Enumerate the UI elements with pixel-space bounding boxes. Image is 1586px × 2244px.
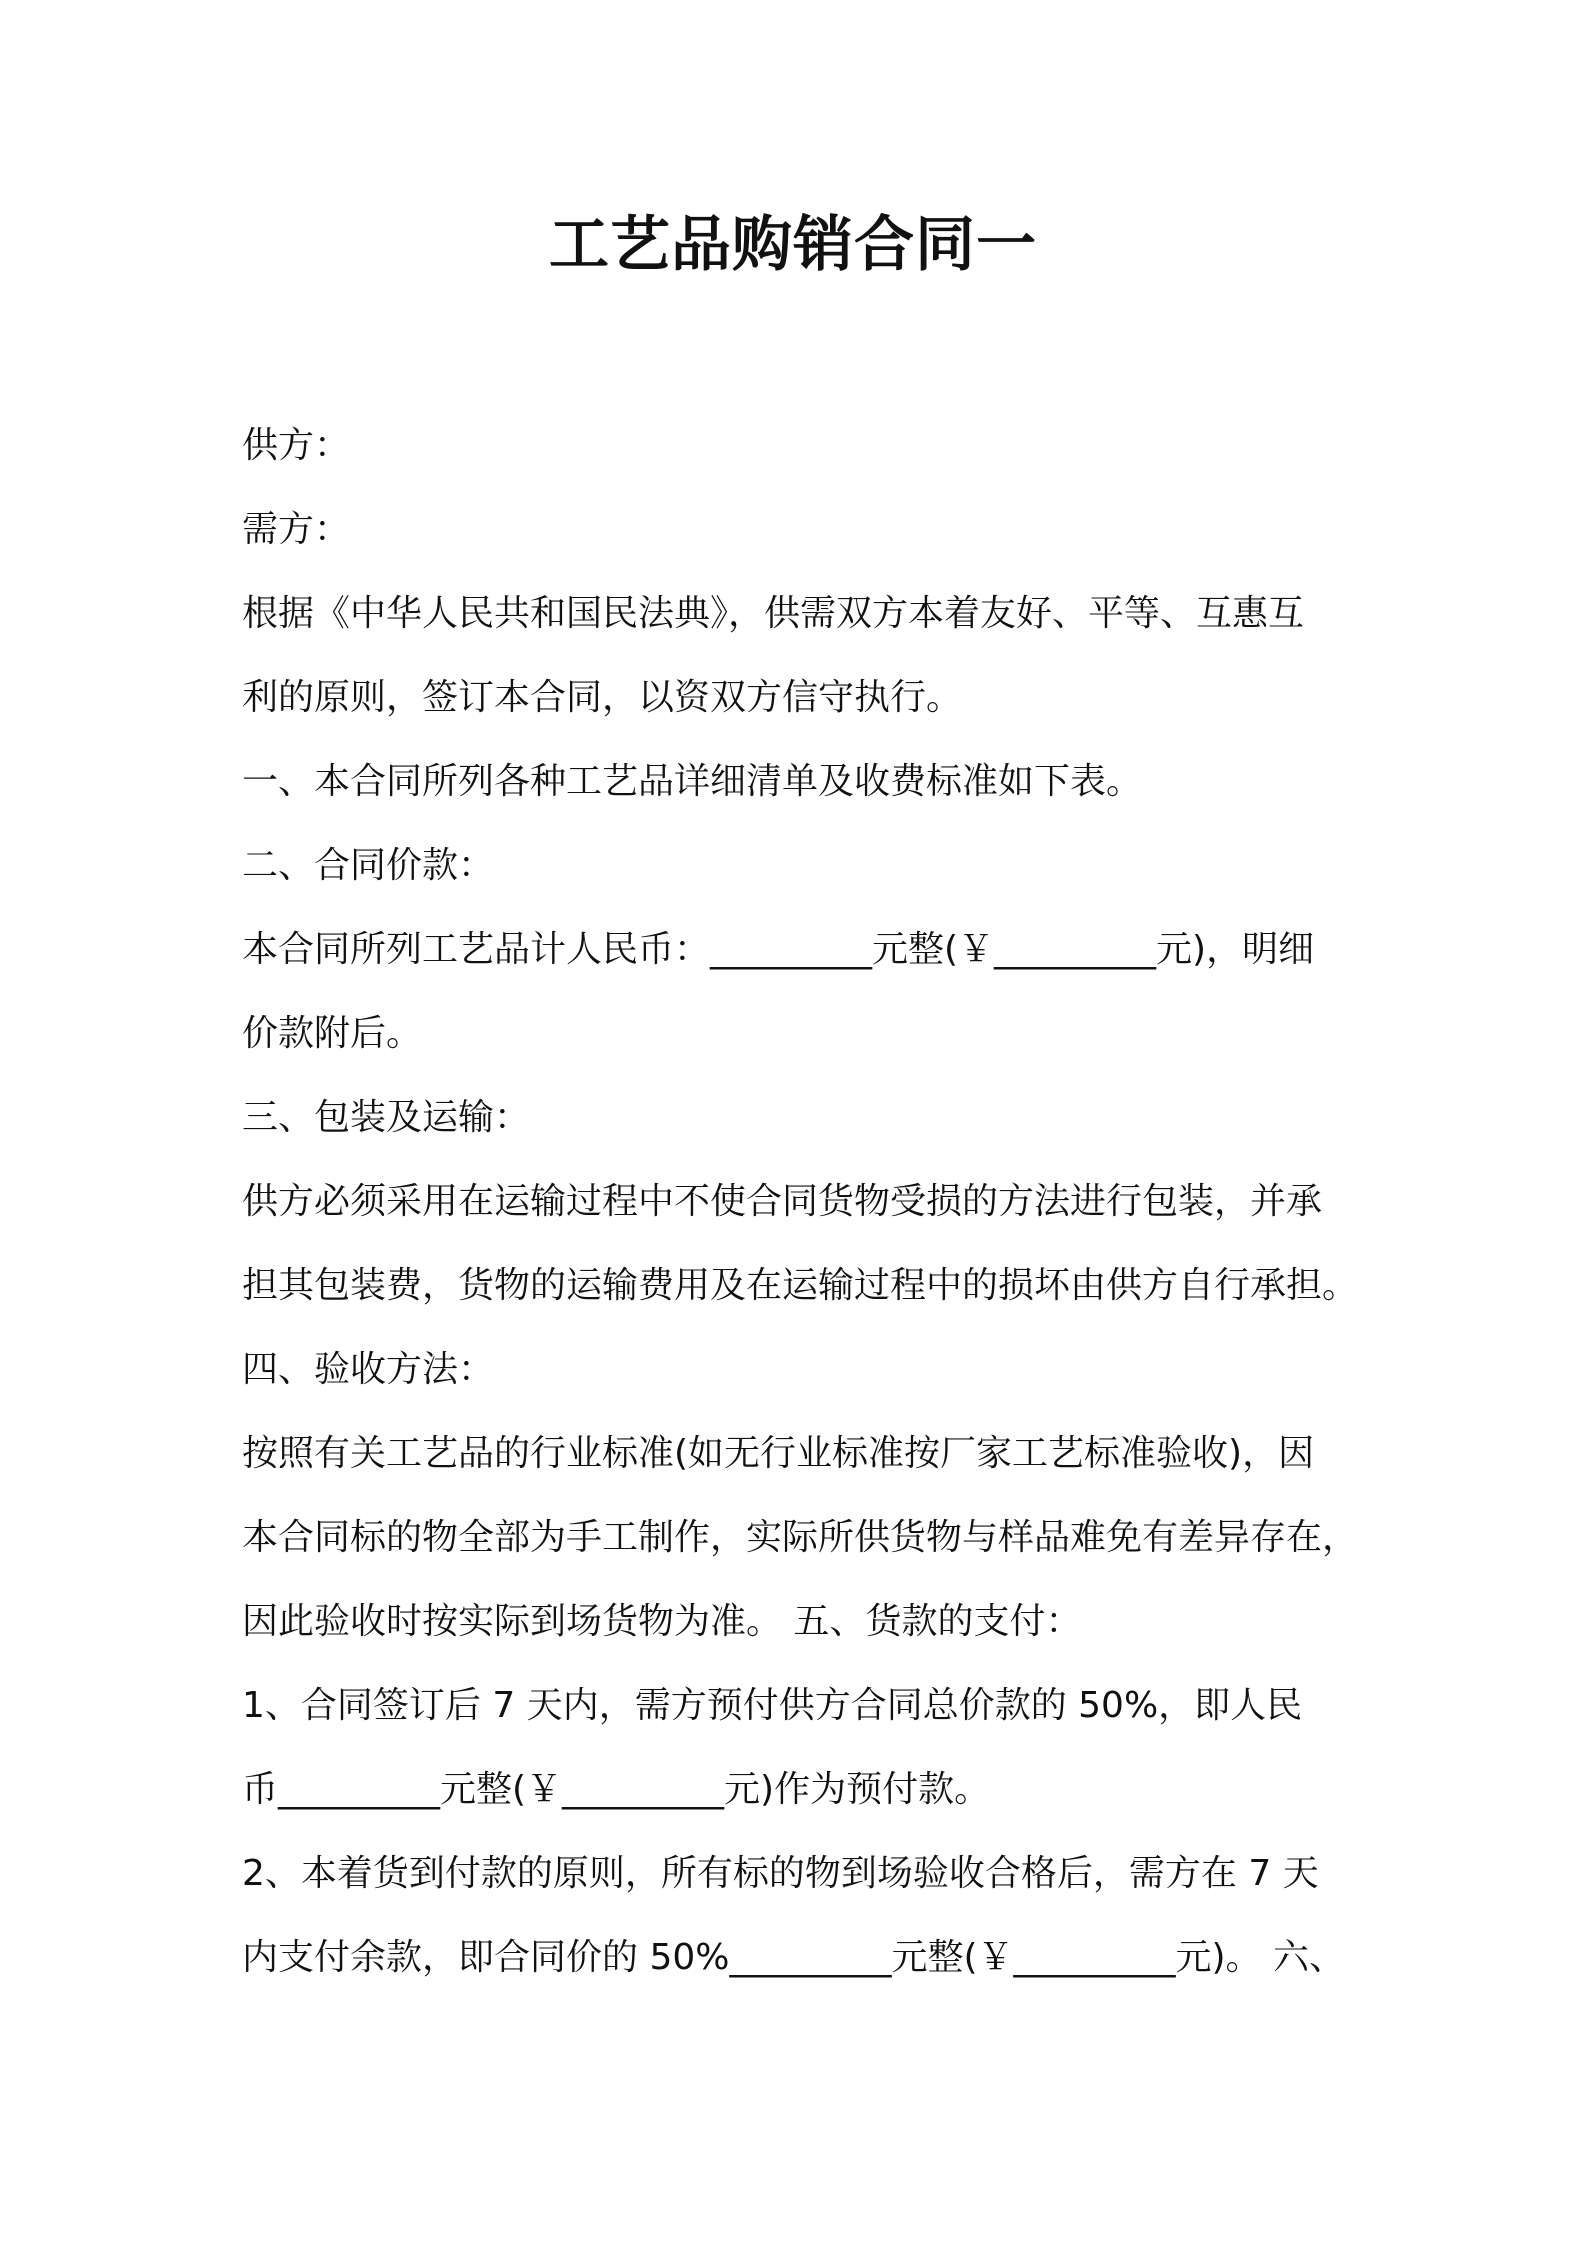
text-line: 2、本着货到付款的原则，所有标的物到场验收合格后，需方在 7 天 — [242, 1853, 1319, 1894]
text-line: 价款附后。 — [242, 1013, 423, 1054]
text-line: 根据《中华人民共和国民法典》，供需双方本着友好、平等、互惠互 — [242, 593, 1305, 634]
section-heading-4: 四、验收方法： — [242, 1349, 495, 1390]
text-line: 按照有关工艺品的行业标准(如无行业标准按厂家工艺标准验收)，因 — [242, 1433, 1315, 1474]
document-body — [242, 404, 1392, 2000]
text-line: 内支付余款，即合同价的 50%_________元整(￥_________元)。 六、 — [242, 1937, 1345, 1978]
section-heading-2: 二、合同价款： — [242, 845, 495, 886]
text-line: 本合同所列工艺品计人民币：_________元整(￥_________元)，明细 — [242, 929, 1315, 970]
document-title: 工艺品购销合同一 — [549, 210, 1037, 280]
text-line: 供方必须采用在运输过程中不使合同货物受损的方法进行包装，并承 — [242, 1181, 1323, 1222]
section-heading-1: 一、本合同所列各种工艺品详细清单及收费标准如下表。 — [242, 761, 1143, 802]
text-line: 利的原则，签订本合同，以资双方信守执行。 — [242, 677, 963, 718]
text-line: 因此验收时按实际到场货物为准。 五、货款的支付： — [242, 1601, 1082, 1642]
text-line-buyer: 需方： — [242, 509, 351, 550]
text-line-supplier: 供方： — [242, 425, 351, 466]
text-line: 币_________元整(￥_________元)作为预付款。 — [242, 1769, 991, 1810]
text-line: 1、合同签订后 7 天内，需方预付供方合同总价款的 50%，即人民 — [242, 1685, 1303, 1726]
text-line: 担其包装费，货物的运输费用及在运输过程中的损坏由供方自行承担。 — [242, 1265, 1359, 1306]
text-line: 本合同标的物全部为手工制作，实际所供货物与样品难免有差异存在， — [242, 1517, 1359, 1558]
section-heading-3: 三、包装及运输： — [242, 1097, 531, 1138]
